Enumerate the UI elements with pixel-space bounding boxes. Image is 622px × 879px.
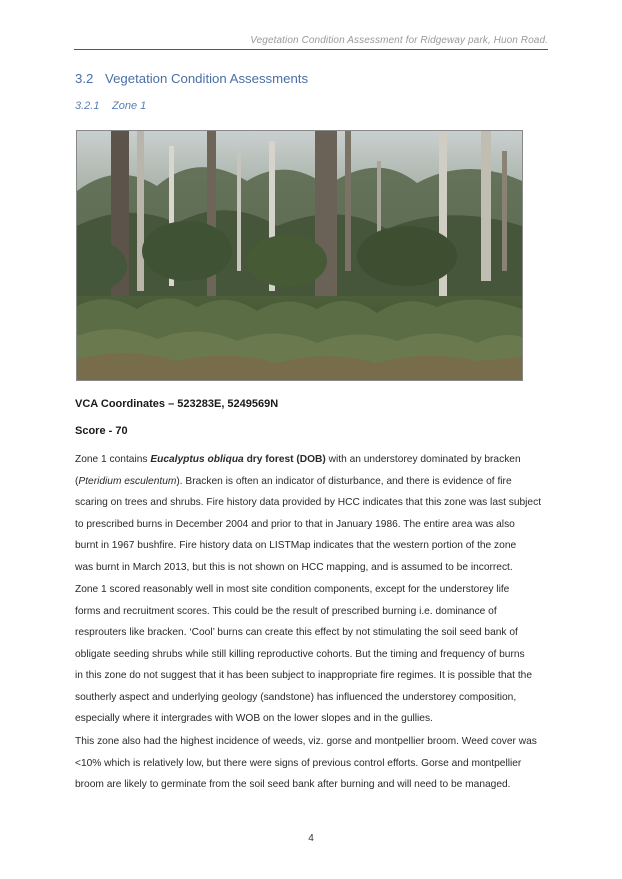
forest-type: dry forest (DOB) (243, 454, 326, 465)
running-header: Vegetation Condition Assessment for Ridgeway park, Huon Road. (250, 35, 548, 46)
paragraph-line: forms and recruitment scores. This could be the result of prescribed burning i.e. dominance of (75, 605, 497, 617)
paragraph-line (75, 471, 549, 493)
paragraph-line: obligate seeding shrubs while still killing reproductive cohorts. But the timing and frequency of burns (75, 648, 525, 660)
vca-score: Score - 70 (75, 425, 128, 437)
text-run: Zone 1 contains (75, 454, 151, 465)
zone-1-photo (76, 130, 523, 381)
section-number: 3.2 (75, 71, 94, 86)
species-name: Pteridium esculentum (78, 475, 177, 487)
paragraph-line: scaring on trees and shrubs. Fire history data provided by HCC indicates that this zone was last subject (75, 497, 542, 508)
paragraph-line: especially where it intergrades with WOB on the lower slopes and in the gullies. (75, 713, 433, 724)
page-number: 4 (308, 833, 314, 844)
text-run: ). Bracken is often an indicator of disturbance, and there is evidence of fire (176, 475, 512, 487)
paragraph-line: to prescribed burns in December 2004 and prior to that in January 1986. The entire area was also (75, 518, 515, 530)
subsection-number: 3.2.1 (75, 100, 100, 112)
paragraph-line: in this zone do not suggest that it has been subject to inappropriate fire regimes. It is possible that the (75, 670, 533, 681)
paragraph-line: <10% which is relatively low, but there were signs of previous control efforts. Gorse and montpellier (75, 757, 522, 769)
paragraph-site-condition (75, 579, 549, 730)
species-name: Eucalyptus obliqua (150, 454, 244, 465)
paragraph-line: broom are likely to germinate from the soil seed bank after burning and will need to be managed. (75, 779, 511, 790)
paragraph-line: southerly aspect and underlying geology (sandstone) has influenced the understorey composition, (75, 691, 517, 703)
section-title: Vegetation Condition Assessments (105, 71, 309, 86)
paragraph-line: This zone also had the highest incidence of weeds, viz. gorse and montpellier broom. Weed cover was (75, 736, 537, 747)
paragraph-weeds (75, 731, 549, 796)
text-run: ( (75, 475, 79, 487)
paragraph-fire-history (75, 449, 549, 578)
section-heading (75, 71, 308, 86)
paragraph-line: was burnt in March 2013, but this is not shown on HCC mapping, and is assumed to be incorrect. (75, 561, 513, 573)
paragraph-line: burnt in 1967 bushfire. Fire history data on LISTMap indicates that the western portion of the zone (75, 540, 517, 551)
text-run: with an understorey dominated by bracken (325, 454, 521, 465)
paragraph-line: Zone 1 scored reasonably well in most site condition components, except for the understorey life (75, 584, 510, 595)
subsection-title: Zone 1 (112, 100, 147, 112)
vca-coordinates: VCA Coordinates – 523283E, 5249569N (75, 398, 279, 410)
paragraph-line (75, 449, 549, 471)
header-rule (74, 49, 548, 50)
subsection-heading (75, 100, 146, 112)
paragraph-line: resprouters like bracken. ‘Cool’ burns can create this effect by not stimulating the soil seed bank of (75, 627, 518, 638)
